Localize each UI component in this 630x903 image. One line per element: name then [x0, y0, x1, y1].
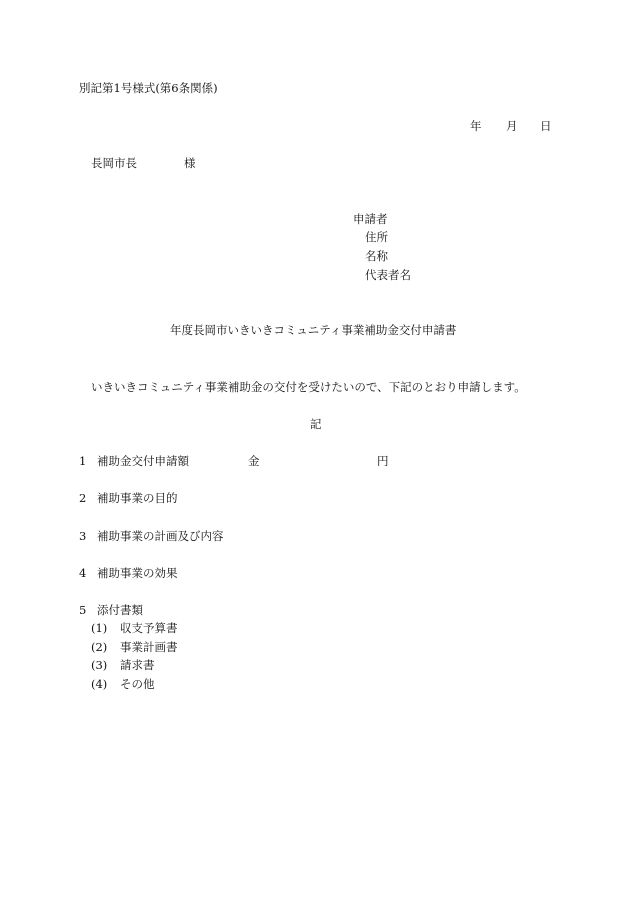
item-1-number: 1: [79, 454, 87, 468]
attachment-number: (4): [91, 677, 108, 691]
document-title: 年度長岡市いきいきコミュニティ事業補助金交付申請書: [170, 323, 457, 337]
applicant-representative-label: 代表者名: [365, 268, 411, 282]
item-3-number: 3: [79, 529, 87, 543]
body-text: いきいきコミュニティ事業補助金の交付を受けたいので、下記のとおり申請します。: [91, 380, 526, 394]
date-month: 月: [506, 119, 518, 133]
item-3-label: 補助事業の計画及び内容: [97, 529, 224, 543]
item-1-currency-unit: 円: [377, 454, 389, 468]
item-1-label: 補助金交付申請額: [97, 454, 189, 468]
date-day: 日: [540, 119, 552, 133]
addressee-honorific: 様: [184, 156, 196, 170]
item-5-number: 5: [79, 603, 87, 617]
attachment-number: (1): [91, 621, 108, 635]
ki-heading: 記: [310, 417, 322, 431]
applicant-name-label: 名称: [365, 249, 388, 263]
attachment-label: 請求書: [120, 658, 155, 672]
item-5-label: 添付書類: [97, 603, 143, 617]
attachment-number: (3): [91, 658, 108, 672]
attachment-label: 収支予算書: [120, 621, 178, 635]
attachment-label: 事業計画書: [120, 640, 178, 654]
date-year: 年: [470, 119, 482, 133]
applicant-heading: 申請者: [353, 212, 388, 226]
form-number: 別記第1号様式(第6条関係): [79, 81, 218, 95]
addressee-name: 長岡市長: [91, 156, 137, 170]
item-4-label: 補助事業の効果: [97, 566, 178, 580]
item-2-number: 2: [79, 491, 87, 505]
item-1-currency-prefix: 金: [248, 454, 260, 468]
attachment-number: (2): [91, 640, 108, 654]
item-2-label: 補助事業の目的: [97, 491, 178, 505]
attachment-label: その他: [120, 677, 155, 691]
item-4-number: 4: [79, 566, 87, 580]
applicant-address-label: 住所: [365, 230, 388, 244]
